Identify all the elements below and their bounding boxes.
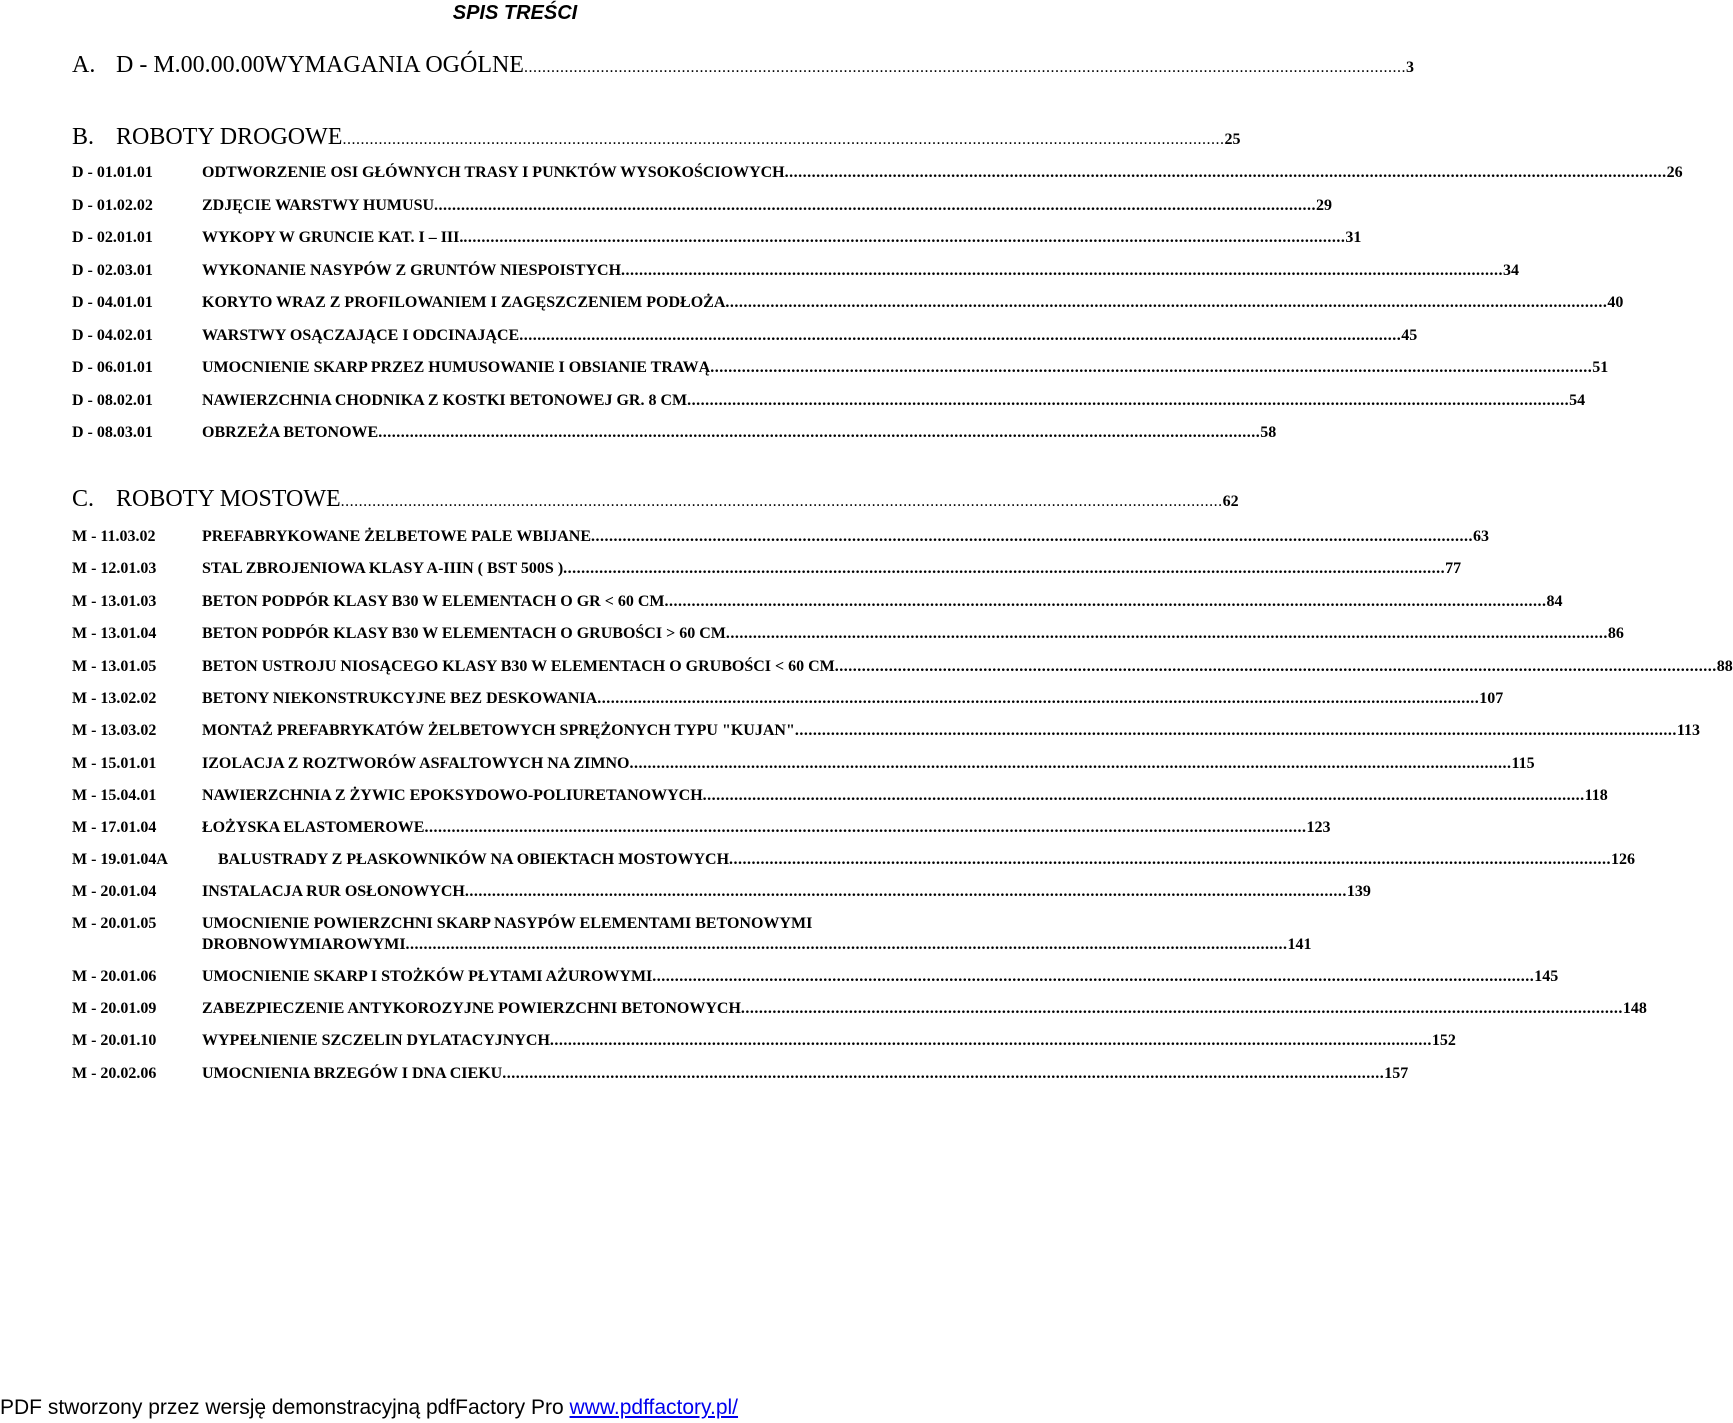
- entry-title: UMOCNIENIE POWIERZCHNI SKARP NASYPÓW ELEMENTAMI BETONOWYMI: [202, 915, 813, 932]
- leader-dots: [729, 851, 1611, 869]
- leader-dots: [835, 658, 1717, 676]
- leader-dots: [550, 1032, 1432, 1050]
- section-title: ROBOTY DROGOWE: [116, 124, 343, 150]
- entry-code: M - 13.03.02: [72, 722, 157, 739]
- toc-entry[interactable]: [72, 593, 1563, 615]
- leader-dots: [378, 424, 1260, 442]
- page-number: 126: [1611, 851, 1636, 868]
- entry-code: M - 15.04.01: [72, 787, 157, 804]
- entry-code: M - 20.01.05: [72, 915, 157, 932]
- entry-title: ODTWORZENIE OSI GŁÓWNYCH TRASY I PUNKTÓW WYSOKOŚCIOWYCH: [202, 164, 785, 181]
- entry-title: BETON USTROJU NIOSĄCEGO KLASY B30 W ELEMENTACH O GRUBOŚCI < 60 CM: [202, 658, 835, 675]
- leader-dots: [795, 722, 1677, 740]
- entry-title: NAWIERZCHNIA Z ŻYWIC EPOKSYDOWO-POLIURETANOWYCH: [202, 787, 703, 804]
- entry-title: UMOCNIENIE SKARP I STOŻKÓW PŁYTAMI AŻUROWYMI: [202, 968, 653, 985]
- entry-title: MONTAŻ PREFABRYKATÓW ŻELBETOWYCH SPRĘŻONYCH TYPU "KUJAN": [202, 722, 795, 739]
- leader-dots: [597, 690, 1479, 708]
- toc-entry[interactable]: [72, 560, 1462, 582]
- leader-dots: [687, 392, 1569, 410]
- toc-entry-line-1[interactable]: [72, 915, 958, 937]
- page-number: 139: [1346, 883, 1371, 900]
- leader-dots: [726, 625, 1608, 643]
- entry-code: D - 08.03.01: [72, 424, 153, 441]
- page-number: 77: [1445, 560, 1462, 577]
- leader-dots: [424, 819, 1306, 837]
- leader-dots: [630, 755, 1512, 773]
- toc-section-a[interactable]: [72, 52, 1414, 82]
- entry-title: STAL ZBROJENIOWA KLASY A-IIIN ( BST 500S ): [202, 560, 564, 577]
- entry-title-continued: DROBNOWYMIAROWYMI: [202, 936, 406, 953]
- page-number: 157: [1384, 1065, 1409, 1082]
- toc-entry[interactable]: [72, 819, 1331, 841]
- toc-entry[interactable]: [72, 625, 1624, 647]
- leader-dots: [463, 229, 1345, 247]
- entry-code: D - 01.01.01: [72, 164, 153, 181]
- toc-entry[interactable]: [72, 1065, 1409, 1087]
- page-number: 113: [1676, 722, 1700, 739]
- page-number: 118: [1584, 787, 1608, 804]
- page-number: 63: [1473, 528, 1489, 545]
- entry-title: ŁOŻYSKA ELASTOMEROWE: [202, 819, 425, 836]
- leader-dots: [524, 59, 1406, 77]
- toc-section-b[interactable]: [72, 124, 1241, 154]
- toc-entry[interactable]: [72, 968, 1559, 990]
- page-number: 29: [1316, 197, 1333, 214]
- entry-title: OBRZEŻA BETONOWE: [202, 424, 379, 441]
- toc-entry[interactable]: [72, 883, 1371, 905]
- entry-title: WYKOPY W GRUNCIE KAT. I – III.: [202, 229, 464, 246]
- entry-title: WYPEŁNIENIE SZCZELIN DYLATACYJNYCH: [202, 1032, 550, 1049]
- section-title: D - M.00.00.00WYMAGANIA OGÓLNE: [116, 52, 524, 78]
- toc-entry[interactable]: [72, 327, 1418, 349]
- toc-section-c[interactable]: [72, 486, 1239, 516]
- entry-title: BETONY NIEKONSTRUKCYJNE BEZ DESKOWANIA: [202, 690, 598, 707]
- entry-code: M - 13.01.03: [72, 593, 157, 610]
- page-number: 148: [1622, 1000, 1647, 1017]
- entry-code: M - 11.03.02: [72, 528, 156, 545]
- section-letter: A.: [72, 52, 96, 78]
- toc-entry[interactable]: [72, 690, 1504, 712]
- entry-code: D - 04.02.01: [72, 327, 153, 344]
- section-letter: C.: [72, 486, 95, 512]
- entry-code: D - 02.03.01: [72, 262, 153, 279]
- page-number: 84: [1546, 593, 1563, 610]
- page-number: 25: [1224, 131, 1241, 148]
- toc-entry[interactable]: [72, 755, 1535, 777]
- page-number: 123: [1306, 819, 1331, 836]
- entry-title: UMOCNIENIA BRZEGÓW I DNA CIEKU: [202, 1065, 503, 1082]
- leader-dots: [502, 1065, 1384, 1083]
- leader-dots: [710, 359, 1592, 377]
- entry-code: M - 17.01.04: [72, 819, 157, 836]
- toc-entry[interactable]: [72, 528, 1489, 550]
- entry-title: INSTALACJA RUR OSŁONOWYCH: [202, 883, 465, 900]
- toc-entry[interactable]: [72, 164, 1683, 186]
- toc-entry[interactable]: [72, 1000, 1647, 1022]
- page-number: 88: [1716, 658, 1733, 675]
- page-number: 58: [1260, 424, 1277, 441]
- footer-text: PDF stworzony przez wersję demonstracyjną pdfFactory Pro: [0, 1396, 570, 1419]
- entry-code: M - 13.02.02: [72, 690, 157, 707]
- entry-title: PREFABRYKOWANE ŻELBETOWE PALE WBIJANE: [202, 528, 591, 545]
- entry-code: M - 20.01.09: [72, 1000, 157, 1017]
- toc-entry[interactable]: [72, 851, 1636, 873]
- section-letter: B.: [72, 124, 95, 150]
- toc-entry[interactable]: [72, 294, 1624, 316]
- toc-entry[interactable]: [72, 424, 1277, 446]
- leader-dots: [591, 528, 1473, 546]
- entry-code: M - 13.01.05: [72, 658, 157, 675]
- page-number: 31: [1345, 229, 1362, 246]
- page-number: 145: [1534, 968, 1559, 985]
- leader-dots: [341, 493, 1223, 511]
- toc-entry-line-2[interactable]: [202, 936, 1312, 958]
- entry-code: D - 06.01.01: [72, 359, 153, 376]
- entry-title: BETON PODPÓR KLASY B30 W ELEMENTACH O GRUBOŚCI > 60 CM: [202, 625, 726, 642]
- leader-dots: [652, 968, 1534, 986]
- leader-dots: [465, 883, 1347, 901]
- entry-code: M - 13.01.04: [72, 625, 157, 642]
- entry-code: M - 15.01.01: [72, 755, 157, 772]
- page-number: 86: [1607, 625, 1624, 642]
- entry-title: WYKONANIE NASYPÓW Z GRUNTÓW NIESPOISTYCH: [202, 262, 622, 279]
- page-number: 51: [1592, 359, 1609, 376]
- leader-dots: [434, 197, 1316, 215]
- page-number: 62: [1222, 493, 1239, 510]
- leader-dots: [665, 593, 1547, 611]
- entry-title: KORYTO WRAZ Z PROFILOWANIEM I ZAGĘSZCZENIEM PODŁOŻA: [202, 294, 726, 311]
- footer-note: [0, 1396, 738, 1420]
- toc-entry[interactable]: [72, 787, 1608, 809]
- entry-title: ZABEZPIECZENIE ANTYKOROZYJNE POWIERZCHNI BETONOWYCH: [202, 1000, 741, 1017]
- leader-dots: [725, 294, 1607, 312]
- section-title: ROBOTY MOSTOWE: [116, 486, 341, 512]
- toc-entry[interactable]: [72, 197, 1333, 219]
- page-number: 40: [1607, 294, 1624, 311]
- toc-entry[interactable]: [72, 359, 1609, 381]
- entry-code: D - 01.02.02: [72, 197, 153, 214]
- entry-title: BALUSTRADY Z PŁASKOWNIKÓW NA OBIEKTACH MOSTOWYCH: [218, 851, 730, 868]
- page-number: 54: [1569, 392, 1586, 409]
- entry-title: IZOLACJA Z ROZTWORÓW ASFALTOWYCH NA ZIMNO: [202, 755, 630, 772]
- toc-entry[interactable]: [72, 1032, 1456, 1054]
- footer-link[interactable]: www.pdffactory.pl/: [569, 1396, 739, 1419]
- toc-entry[interactable]: [72, 392, 1586, 414]
- entry-title: NAWIERZCHNIA CHODNIKA Z KOSTKI BETONOWEJ GR. 8 CM: [202, 392, 688, 409]
- entry-code: D - 02.01.01: [72, 229, 153, 246]
- leader-dots: [563, 560, 1445, 578]
- toc-entry[interactable]: [72, 262, 1520, 284]
- entry-code: M - 19.01.04A: [72, 851, 168, 868]
- leader-dots: [406, 936, 1288, 954]
- page-number: 34: [1503, 262, 1520, 279]
- entry-code: M - 20.01.10: [72, 1032, 157, 1049]
- page-number: 26: [1666, 164, 1683, 181]
- page-number: 152: [1431, 1032, 1456, 1049]
- entry-title: WARSTWY OSĄCZAJĄCE I ODCINAJĄCE: [202, 327, 520, 344]
- toc-entry[interactable]: [72, 658, 1733, 680]
- entry-code: M - 20.02.06: [72, 1065, 157, 1082]
- entry-code: M - 12.01.03: [72, 560, 157, 577]
- leader-dots: [785, 164, 1667, 182]
- page-number: 45: [1401, 327, 1418, 344]
- leader-dots: [342, 131, 1224, 149]
- toc-entry[interactable]: [72, 722, 1700, 744]
- entry-title: ZDJĘCIE WARSTWY HUMUSU: [202, 197, 435, 214]
- leader-dots: [741, 1000, 1623, 1018]
- entry-code: M - 20.01.04: [72, 883, 157, 900]
- leader-dots: [703, 787, 1585, 805]
- page-title: SPIS TREŚCI: [452, 2, 578, 24]
- entry-code: D - 04.01.01: [72, 294, 153, 311]
- page-number: 115: [1511, 755, 1535, 772]
- entry-title: UMOCNIENIE SKARP PRZEZ HUMUSOWANIE I OBSIANIE TRAWĄ: [202, 359, 711, 376]
- page-number: 141: [1287, 936, 1312, 953]
- leader-dots: [519, 327, 1401, 345]
- toc-entry[interactable]: [72, 229, 1362, 251]
- entry-code: D - 08.02.01: [72, 392, 153, 409]
- entry-title: BETON PODPÓR KLASY B30 W ELEMENTACH O GR < 60 CM: [202, 593, 665, 610]
- page-number: 107: [1479, 690, 1504, 707]
- entry-code: M - 20.01.06: [72, 968, 157, 985]
- leader-dots: [621, 262, 1503, 280]
- page-number: 3: [1405, 59, 1414, 76]
